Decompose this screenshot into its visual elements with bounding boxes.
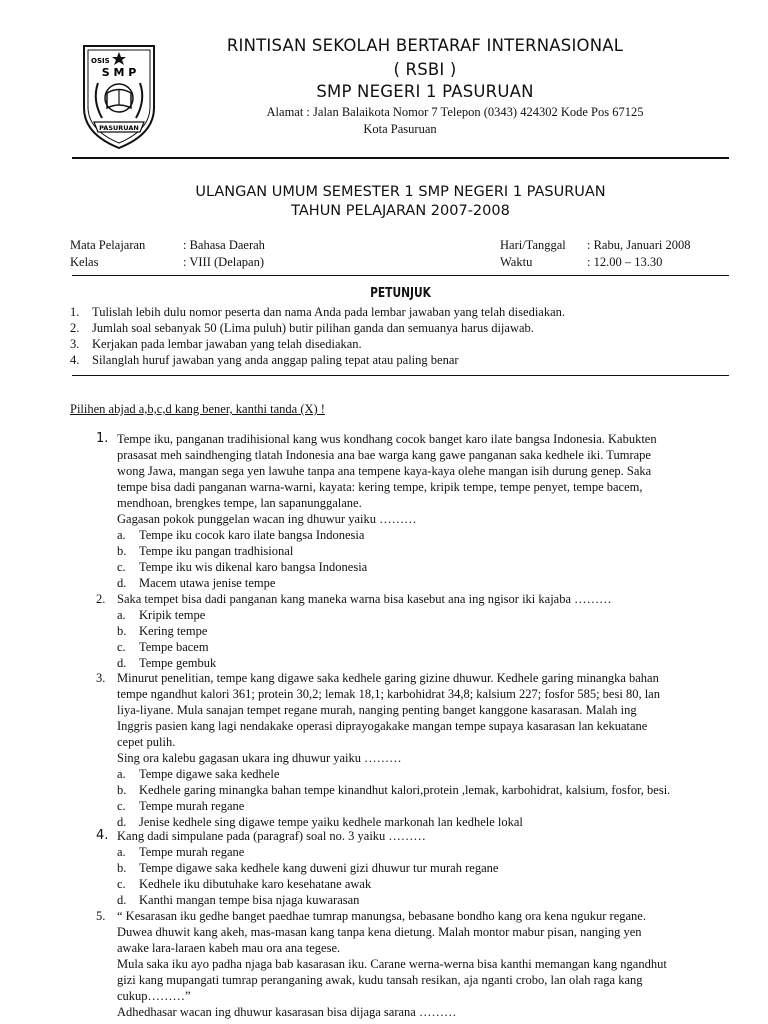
school-program-abbr: ( RSBI ) [393,60,457,79]
question-5 [96,908,728,1020]
school-name: SMP NEGERI 1 PASURUAN [316,82,534,101]
question-number: 2. [96,592,106,606]
question-line: Kang dadi simpulane pada (paragraf) soal no. 3 yaiku ……… [117,829,426,843]
question-line: wong Jawa, mangan sega yen lawuhe tanpa ana tempene kaya-kaya olehe mangan isih durung genep. Saka [117,464,652,478]
subject-value: : Bahasa Daerah [183,238,265,252]
question-line: liya-liyane. Mula sanajan tempet regane murah, nanging penting banget kanggone kasarasan. Malah ing [117,703,637,717]
exam-year: TAHUN PELAJARAN 2007-2008 [291,203,510,219]
subject-label: Mata Pelajaran [70,238,146,252]
class-label: Kelas [70,255,99,269]
question-line: tempe bisa dadi panganan warna-warni, kayata: kering tempe, kripik tempe, tempe penyet, tempe bacem, [117,480,643,494]
question-line: prasasat meh saindhenging tlatah Indonesia ana bae warga kang gawe panganan saka kedhele iki. Tumrape [117,448,651,462]
petunjuk-heading: PETUNJUK [370,286,431,301]
class-value: : VIII (Delapan) [183,255,264,269]
question-line: cepet pulih. [117,735,176,749]
petunjuk-item: 4. Silanglah huruf jawaban yang anda anggap paling tepat atau paling benar [70,353,459,367]
answer-option: c. Kedhele iku dibutuhake karo kesehatane awak [117,877,372,891]
day-value: : Rabu, Januari 2008 [587,238,691,252]
petunjuk-item: 2. Jumlah soal sebanyak 50 (Lima puluh) butir pilihan ganda dan semuanya harus dijawab. [70,321,534,335]
question-number: 5. [96,909,106,923]
logo-letters: S M P [101,66,137,79]
school-program-name: RINTISAN SEKOLAH BERTARAF INTERNASIONAL [226,36,624,55]
question-line: gizi kang mupangati tumrap peranganing awak, kudu tansah resikan, aja nganti crobo, lan olah raga kang [117,973,643,987]
answer-option: c. Tempe iku wis dikenal karo bangsa Indonesia [117,560,368,574]
answer-option: c. Tempe bacem [117,640,209,654]
question-line: Sing ora kalebu gagasan ukara ing dhuwur yaiku ……… [117,751,402,765]
school-address: Alamat : Jalan Balaikota Nomor 7 Telepon (0343) 424302 Kode Pos 67125 [266,105,644,119]
answer-option: a. Tempe iku cocok karo ilate bangsa Indonesia [117,528,365,542]
question-4 [96,828,728,908]
question-line: Adhedhasar wacan ing dhuwur kasarasan bisa dijaga sarana ……… [117,1005,457,1019]
question-line: Gagasan pokok punggelan wacan ing dhuwur yaiku ……… [117,512,417,526]
question-number: 1. [96,431,109,446]
answer-option: b. Tempe digawe saka kedhele kang duweni gizi dhuwur tur murah regane [117,861,499,875]
time-label: Waktu [500,255,533,269]
logo-top-text: OSIS [91,57,110,65]
answer-instruction: Pilihen abjad a,b,c,d kang bener, kanthi tanda (X) ! [70,402,325,416]
petunjuk-divider [72,375,729,376]
logo-ribbon-text: PASURUAN [99,124,139,132]
question-line: tempe ngandhut kalori 361; protein 30,2; lemak 18,1; karbohidrat 34,8; kalsium 227; fosfor 585; besi 80, lan [117,687,660,701]
answer-option: d. Macem utawa jenise tempe [117,576,276,590]
question-3 [96,670,728,830]
answer-option: b. Tempe iku pangan tradhisional [117,544,294,558]
answer-option: d. Tempe gembuk [117,656,217,670]
question-line: mendhoan, brengkes tempe, lan sapanunggalane. [117,496,362,510]
question-line: Duwea dhuwit kang akeh, mas-masan kang tanpa kena dietung. Malah montor mabur pisan, nanging yen [117,925,642,939]
question-line: Inggris pasien kang lagi nendakake operasi diprayogakake mangan tempe supaya kasarasan lan kekuatane [117,719,648,733]
petunjuk-item: 1. Tulislah lebih dulu nomor peserta dan nama Anda pada lembar jawaban yang telah disediakan. [70,305,566,319]
answer-option: d. Jenise kedhele sing digawe tempe yaiku kedhele markonah lan kedhele lokal [117,815,523,829]
answer-option: d. Kanthi mangan tempe bisa njaga kuwarasan [117,893,360,907]
question-number: 3. [96,671,106,685]
star-icon [112,52,126,65]
question-line: Tempe iku, panganan tradihisional kang wus kondhang cocok banget karo ilate bangsa Indonesia. Kabukten [117,432,657,446]
question-1 [96,431,728,591]
time-value: : 12.00 – 13.30 [587,255,663,269]
question-line: cukup………” [117,989,191,1003]
question-line: Mula saka iku ayo padha njaga bab kasarasan iku. Carane werna-werna bisa kanthi memangan kang ngandhut [117,957,667,971]
question-line: “ Kesarasan iku gedhe banget paedhae tumrap manungsa, bebasane bondho kang ora kena ngukur regane. [117,909,646,923]
meta-divider [72,275,729,276]
answer-option: b. Kering tempe [117,624,208,638]
question-number: 4. [96,828,109,843]
answer-option: a. Tempe digawe saka kedhele [117,767,280,781]
answer-option: b. Kedhele garing minangka bahan tempe kinandhut kalori,protein ,lemak, karbohidrat, kalsium, fosfor, besi. [117,783,671,797]
school-city: Kota Pasuruan [363,122,437,136]
answer-option: a. Kripik tempe [117,608,206,622]
petunjuk-item: 3. Kerjakan pada lembar jawaban yang telah disediakan. [70,337,362,351]
exam-title: ULANGAN UMUM SEMESTER 1 SMP NEGERI 1 PASURUAN [195,184,606,200]
question-2 [96,591,728,671]
question-line: Minurut penelitian, tempe kang digawe saka kedhele garing gizine dhuwur. Kedhele garing minangka bahan [117,671,659,685]
school-logo [78,38,160,150]
question-line: awake lara-laraen kabeh mau ora ana tegese. [117,941,341,955]
answer-option: c. Tempe murah regane [117,799,245,813]
day-label: Hari/Tanggal [500,238,566,252]
question-line: Saka tempet bisa dadi panganan kang maneka warna bisa kasebut ana ing ngisor iki kajaba ……… [117,592,612,606]
header-divider [72,157,729,159]
answer-option: a. Tempe murah regane [117,845,245,859]
